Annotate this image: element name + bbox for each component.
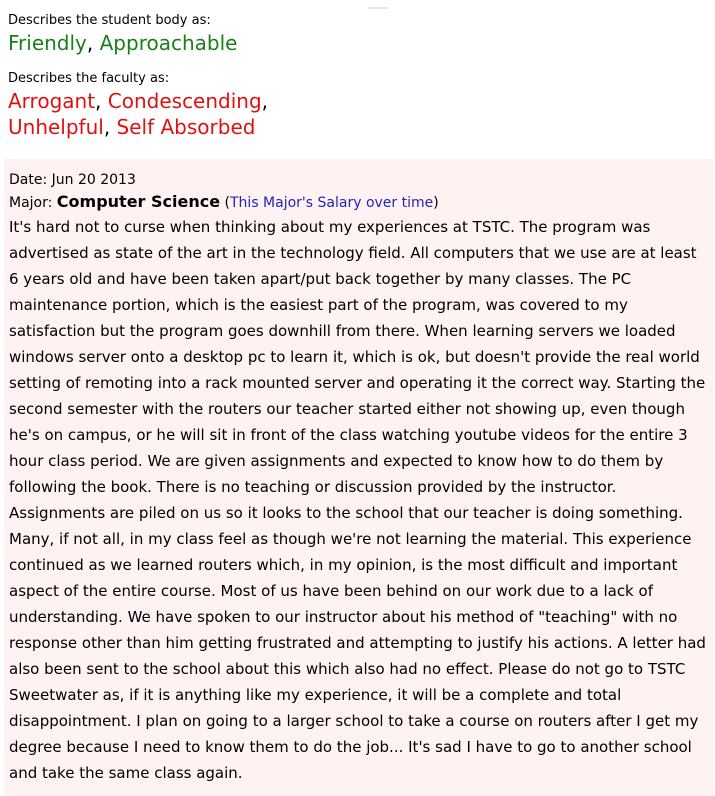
major-label: Major: <box>9 195 57 211</box>
review-text: It's hard not to curse when thinking about my experiences at TSTC. The program was advertised as state of the art in the technology field. All computers that we use are at least 6 years old and have been taken apart/put back together by many classes. The PC maintenance portion, which is the easiest part of the program, was covered to my satisfaction but the program goes downhill from there. When learning servers we loaded windows server onto a desktop pc to learn it, which is ok, but doesn't provide the real world setting of remoting into a rack mounted server and operating it the correct way. Starting the second semester with the routers our teacher started either not showing up, even though he's on campus, or he will sit in front of the class watching youtube videos for the entire 3 hour class period. We are given assignments and expected to know how to do them by following the book. There is no teaching or discussion provided by the instructor. Assignments are piled on us so it looks to the school that our teacher is doing something. Many, if not all, in my class feel as though we're not learning the material. This experience continued as we learned routers which, in my opinion, is the most difficult and important aspect of the entire course. Most of us have been behind on our work due to a lack of understanding. We have spoken to our instructor about his method of "teaching" with no response other than him getting frustrated and attempting to justify his actions. A letter had also been sent to the school about this which also had no effect. Please do not go to TSTC Sweetwater as, if it is anything like my experience, it will be a complete and total disappointment. I plan on going to a larger school to take a course on routers after I get my degree because I need to know them to do the job... It's sad I have to go to another school and take the same class again. <box>9 218 706 782</box>
review-card <box>4 159 714 796</box>
faculty-tag-self-absorbed: Self Absorbed <box>116 115 256 139</box>
paren-close: ) <box>433 195 439 211</box>
faculty-tag-arrogant: Arrogant <box>8 89 96 113</box>
faculty-tag-unhelpful: Unhelpful <box>8 115 104 139</box>
salary-link[interactable]: This Major's Salary over time <box>230 195 434 211</box>
review-date: Date: Jun 20 2013 <box>9 172 136 188</box>
descriptors-section <box>0 0 715 140</box>
student-body-tags: Friendly, Approachable <box>8 31 238 55</box>
decorative-mark <box>368 7 388 9</box>
faculty-label: Describes the faculty as: <box>8 71 170 86</box>
review-major <box>9 191 708 214</box>
student-tag-friendly: Friendly <box>8 31 87 55</box>
faculty-tag-condescending: Condescending <box>107 89 262 113</box>
major-name: Computer Science <box>56 192 221 211</box>
paren-open: ( <box>220 195 230 211</box>
student-tag-approachable: Approachable <box>99 31 238 55</box>
faculty-tags: Arrogant, Condescending, Unhelpful, Self Absorbed <box>8 89 269 139</box>
student-body-label: Describes the student body as: <box>8 13 211 28</box>
